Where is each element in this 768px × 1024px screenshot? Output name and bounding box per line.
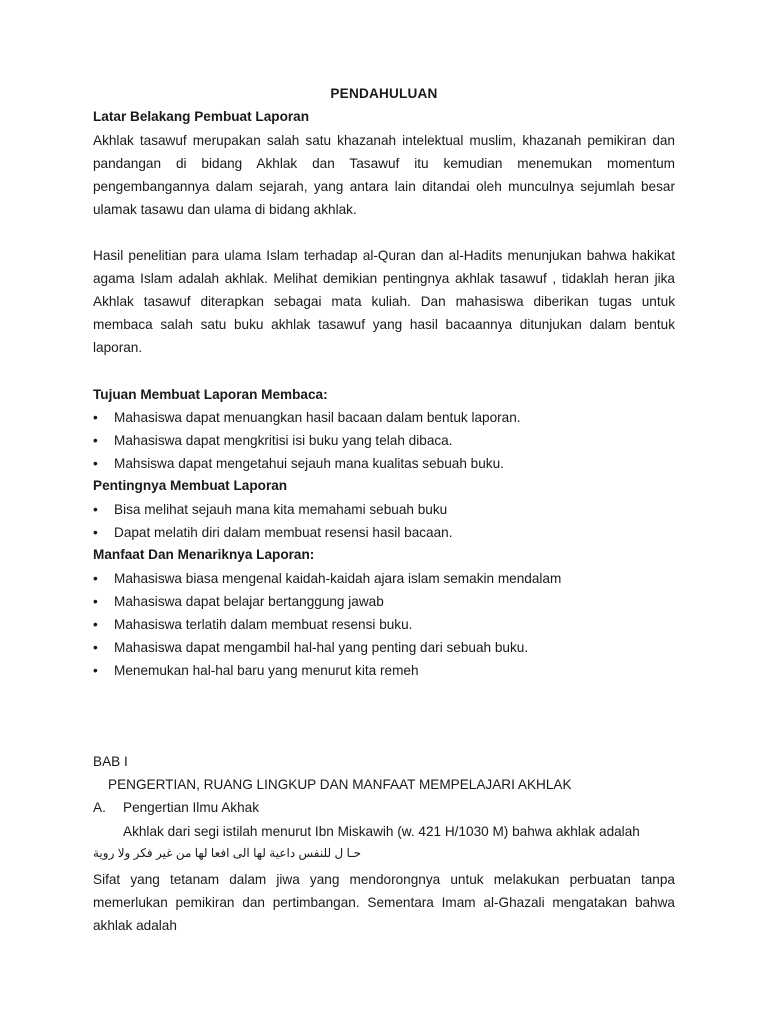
- bullet-icon: •: [93, 525, 98, 540]
- paragraph-latar-belakang-2: Hasil penelitian para ulama Islam terhadap al-Quran dan al-Hadits menunjukan bahwa hakikat agama Islam adalah akhlak. Melihat demikian pentingnya akhlak tasawuf , tidaklah heran jika Akhlak tasawuf diterapkan sebagai mata kuliah. Dan mahasiswa diberikan tugas untuk membaca salah satu buku akhlak tasawuf yang hasil bacaannya ditunjukan dalam bentuk laporan.: [93, 248, 675, 355]
- list-item: • Mahasiswa dapat belajar bertanggung jawab: [93, 590, 693, 613]
- bullet-icon: •: [93, 502, 98, 517]
- list-item: • Dapat melatih diri dalam membuat resensi hasil bacaan.: [93, 521, 693, 544]
- chapter-title: PENGERTIAN, RUANG LINGKUP DAN MANFAAT MEMPELAJARI AKHLAK: [108, 777, 572, 792]
- list-pentingnya: [93, 498, 693, 544]
- definition-line: Akhlak dari segi istilah menurut Ibn Miskawih (w. 421 H/1030 M) bahwa akhlak adalah: [123, 824, 640, 839]
- bullet-icon: •: [93, 456, 98, 471]
- list-item: • Mahasiswa dapat menuangkan hasil bacaan dalam bentuk laporan.: [93, 406, 693, 429]
- bullet-icon: •: [93, 640, 98, 655]
- list-item: • Mahasiswa biasa mengenal kaidah-kaidah ajara islam semakin mendalam: [93, 567, 693, 590]
- section-heading-manfaat: Manfaat Dan Menariknya Laporan:: [93, 547, 315, 562]
- subsection-letter: A.: [93, 800, 106, 815]
- definition-paragraph: Sifat yang tetanam dalam jiwa yang mendorongnya untuk melakukan perbuatan tanpa memerlukan pemikiran dan pertimbangan. Sementara Imam al-Ghazali mengatakan bahwa akhlak adalah: [93, 872, 675, 933]
- section-heading-pentingnya: Pentingnya Membuat Laporan: [93, 478, 288, 493]
- list-item: • Menemukan hal-hal baru yang menurut kita remeh: [93, 659, 693, 682]
- bullet-icon: •: [93, 433, 98, 448]
- bullet-icon: •: [93, 571, 98, 586]
- bullet-icon: •: [93, 410, 98, 425]
- bullet-icon: •: [93, 663, 98, 678]
- list-item: • Bisa melihat sejauh mana kita memahami sebuah buku: [93, 498, 693, 521]
- arabic-quote: حـا ل للنفس داعية لها الى افعا لها من غير فكر ولا روية: [93, 846, 362, 860]
- subsection-title: Pengertian Ilmu Akhak: [123, 800, 260, 815]
- chapter-label: BAB I: [93, 754, 128, 769]
- bullet-icon: •: [93, 594, 98, 609]
- list-item: • Mahasiswa dapat mengambil hal-hal yang penting dari sebuah buku.: [93, 636, 693, 659]
- document-title: PENDAHULUAN: [330, 86, 438, 101]
- section-heading-tujuan: Tujuan Membuat Laporan Membaca:: [93, 387, 328, 402]
- bullet-icon: •: [93, 617, 98, 632]
- list-tujuan: [93, 406, 693, 475]
- section-heading-latar-belakang: Latar Belakang Pembuat Laporan: [93, 109, 310, 124]
- list-item: • Mahasiswa terlatih dalam membuat resensi buku.: [93, 613, 693, 636]
- list-item: • Mahsiswa dapat mengetahui sejauh mana kualitas sebuah buku.: [93, 452, 693, 475]
- list-item: • Mahasiswa dapat mengkritisi isi buku yang telah dibaca.: [93, 429, 693, 452]
- paragraph-latar-belakang-1: Akhlak tasawuf merupakan salah satu khazanah intelektual muslim, khazanah pemikiran dan pandangan di bidang Akhlak dan Tasawuf itu kemudian menemukan momentum pengembangannya dalam sejarah, yang antara lain ditandai oleh munculnya sejumlah besar ulamak tasawu dan ulama di bidang akhlak.: [93, 133, 675, 217]
- list-manfaat: [93, 567, 693, 682]
